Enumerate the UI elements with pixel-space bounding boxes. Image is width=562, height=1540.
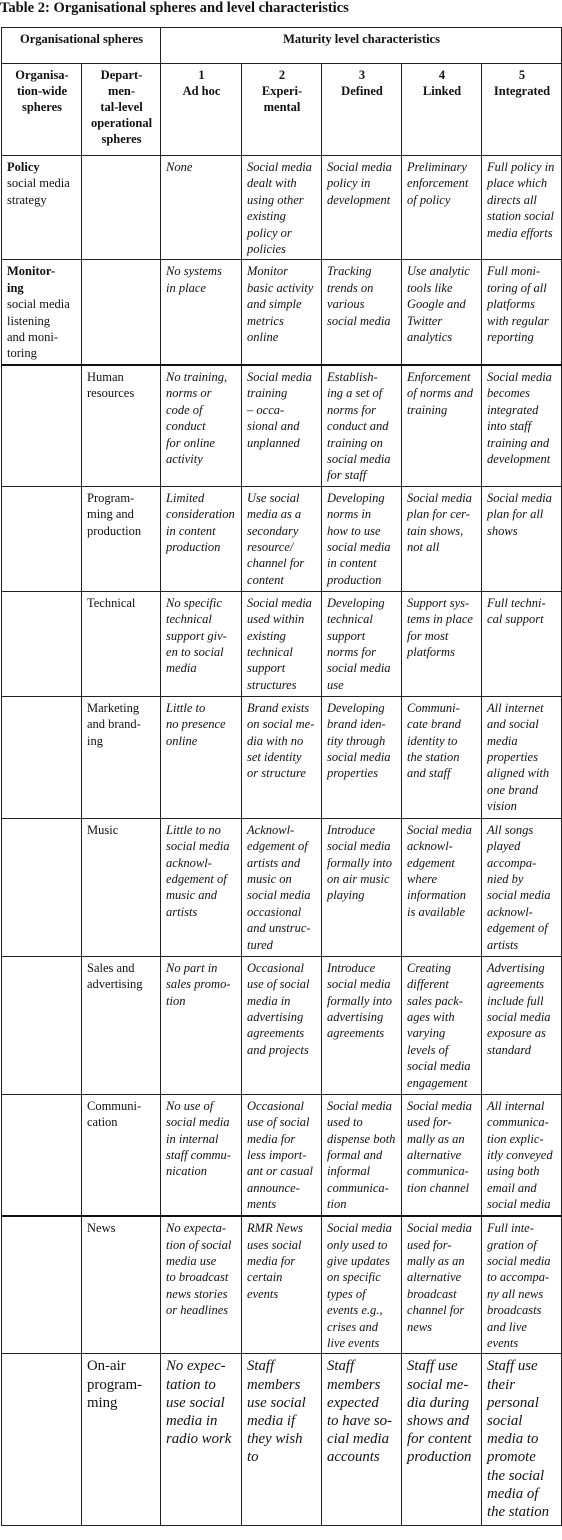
level-cell: Preliminary enforcement of policy bbox=[402, 156, 482, 260]
level-cell: Full policy in place which directs all station social media efforts bbox=[482, 156, 562, 260]
level-cell: Acknowl- edgement of artists and music on social media occasional and unstruc- tured bbox=[242, 818, 322, 956]
level-cell: Social media used for- mally as an alternative communica- tion channel bbox=[402, 1094, 482, 1216]
level-number: 4 bbox=[438, 68, 446, 82]
level-cell: Social media acknowl- edgement where information is available bbox=[402, 818, 482, 956]
empty-cell bbox=[2, 696, 82, 818]
level-cell: No training, norms or code of conduct for online activity bbox=[161, 365, 242, 486]
level-cell: Full inte- gration of social media to accompa- ny all news broadcasts and live events bbox=[482, 1216, 562, 1354]
dept-row bbox=[2, 591, 562, 696]
spheres-header: Organisational spheres bbox=[2, 28, 161, 64]
level-cell: Developing technical support norms for social media use bbox=[322, 591, 402, 696]
maturity-table bbox=[1, 27, 562, 1526]
maturity-header: Maturity level characteristics bbox=[161, 28, 562, 64]
empty-cell bbox=[2, 1354, 82, 1526]
level-cell: Social media dealt with using other existing policy or policies bbox=[242, 156, 322, 260]
level-cell: Limited consideration in content production bbox=[161, 486, 242, 591]
level-cell: Social media training – occa- sional and unplanned bbox=[242, 365, 322, 486]
level-cell: Social media policy in development bbox=[322, 156, 402, 260]
level-cell: Establish- ing a set of norms for conduct and training on social media for staff bbox=[322, 365, 402, 486]
level-cell: Social media plan for all shows bbox=[482, 486, 562, 591]
empty-cell bbox=[2, 486, 82, 591]
level-name: Integrated bbox=[493, 84, 551, 98]
level-cell: All songs played accompa- nied by social media acknowl- edgement of artists bbox=[482, 818, 562, 956]
level-cell: Full moni- toring of all platforms with regular reporting bbox=[482, 260, 562, 365]
level-cell: No specific technical support giv- en to social media bbox=[161, 591, 242, 696]
level-cell: Support sys- tems in place for most platforms bbox=[402, 591, 482, 696]
dept-sphere-cell: News bbox=[82, 1216, 161, 1354]
level-number: 1 bbox=[198, 68, 205, 82]
org-sphere-row-policy bbox=[2, 156, 562, 260]
dept-sphere-cell: Human resources bbox=[82, 365, 161, 486]
level-cell: Advertising agreements include full social media exposure as standard bbox=[482, 956, 562, 1094]
level-cell: No expecta- tion of social media use to broadcast news stories or headlines bbox=[161, 1216, 242, 1354]
level-cell: None bbox=[161, 156, 242, 260]
level-number: 3 bbox=[358, 68, 366, 82]
level-cell: Creating different sales pack- ages with varying levels of social media engagement bbox=[402, 956, 482, 1094]
level-cell: Developing brand iden- tity through social media properties bbox=[322, 696, 402, 818]
level-header bbox=[161, 64, 242, 156]
dept-row bbox=[2, 956, 562, 1094]
level-number: 2 bbox=[278, 68, 286, 82]
sphere-description: social media listening and moni- toring bbox=[7, 297, 70, 361]
dept-row bbox=[2, 1094, 562, 1216]
dept-sphere-cell: Technical bbox=[82, 591, 161, 696]
dept-row bbox=[2, 365, 562, 486]
level-cell: Communi- cate brand identity to the station and staff bbox=[402, 696, 482, 818]
level-cell: Staff members use social media if they wish to bbox=[242, 1354, 322, 1526]
level-cell: Staff use social me- dia during shows and for content production bbox=[402, 1354, 482, 1526]
empty-cell bbox=[2, 365, 82, 486]
level-cell: Little to no presence online bbox=[161, 696, 242, 818]
dept-sphere-cell: Sales and advertising bbox=[82, 956, 161, 1094]
org-sphere-cell bbox=[2, 156, 82, 260]
level-cell: Occasional use of social media in advertising agreements and projects bbox=[242, 956, 322, 1094]
dept-sphere-cell: On-air program- ming bbox=[82, 1354, 161, 1526]
dept-row bbox=[2, 486, 562, 591]
dept-row bbox=[2, 1354, 562, 1526]
empty-cell bbox=[2, 818, 82, 956]
level-cell: Social media plan for cer- tain shows, not all bbox=[402, 486, 482, 591]
empty-cell bbox=[2, 591, 82, 696]
level-header bbox=[402, 64, 482, 156]
level-number: 5 bbox=[518, 68, 526, 82]
empty-cell bbox=[82, 156, 161, 260]
level-cell: Social media used to dispense both formal and informal communica- tion bbox=[322, 1094, 402, 1216]
empty-cell bbox=[82, 260, 161, 365]
sphere-title: Policy bbox=[7, 160, 40, 174]
level-cell: Introduce social media formally into advertising agreements bbox=[322, 956, 402, 1094]
level-cell: Use analytic tools like Google and Twitter analytics bbox=[402, 260, 482, 365]
dept-row bbox=[2, 818, 562, 956]
level-cell: Introduce social media formally into on air music playing bbox=[322, 818, 402, 956]
level-cell: Little to no social media acknowl- edgement of music and artists bbox=[161, 818, 242, 956]
dept-sphere-cell: Music bbox=[82, 818, 161, 956]
level-header bbox=[322, 64, 402, 156]
empty-cell bbox=[2, 1216, 82, 1354]
empty-cell bbox=[2, 956, 82, 1094]
level-cell: Social media used for- mally as an alternative broadcast channel for news bbox=[402, 1216, 482, 1354]
level-cell: Social media used within existing technical support structures bbox=[242, 591, 322, 696]
sphere-title: Monitor- ing bbox=[7, 264, 56, 295]
level-cell: Developing norms in how to use social media in content production bbox=[322, 486, 402, 591]
level-name: Linked bbox=[422, 84, 462, 98]
level-cell: Enforcement of norms and training bbox=[402, 365, 482, 486]
org-sphere-cell bbox=[2, 260, 82, 365]
level-cell: Tracking trends on various social media bbox=[322, 260, 402, 365]
level-cell: Staff use their personal social media to promote the social media of the station bbox=[482, 1354, 562, 1526]
level-name: Ad hoc bbox=[182, 84, 221, 98]
org-sphere-row-monitoring bbox=[2, 260, 562, 365]
level-cell: Social media becomes integrated into staff training and development bbox=[482, 365, 562, 486]
level-cell: Social media only used to give updates on specific types of events e.g., crises and live events bbox=[322, 1216, 402, 1354]
level-cell: Use social media as a secondary resource/ channel for content bbox=[242, 486, 322, 591]
level-cell: All internet and social media properties aligned with one brand vision bbox=[482, 696, 562, 818]
level-cell: No systems in place bbox=[161, 260, 242, 365]
level-cell: No part in sales promo- tion bbox=[161, 956, 242, 1094]
level-name: Experi- mental bbox=[261, 84, 303, 114]
level-header bbox=[242, 64, 322, 156]
sphere-description: social media strategy bbox=[7, 176, 70, 207]
level-header bbox=[482, 64, 562, 156]
level-cell: Monitor basic activity and simple metrics online bbox=[242, 260, 322, 365]
level-cell: No use of social media in internal staff commu- nication bbox=[161, 1094, 242, 1216]
level-cell: All internal communica- tion explic- itly conveyed using both email and social media bbox=[482, 1094, 562, 1216]
level-cell: RMR News uses social media for certain events bbox=[242, 1216, 322, 1354]
dept-row bbox=[2, 696, 562, 818]
departmental-header: Depart- men- tal-level operational spheres bbox=[82, 64, 161, 156]
header-row-levels bbox=[2, 64, 562, 156]
table-caption: Table 2: Organisational spheres and level characteristics bbox=[0, 0, 349, 16]
header-row-top bbox=[2, 28, 562, 64]
level-cell: Full techni- cal support bbox=[482, 591, 562, 696]
dept-sphere-cell: Communi- cation bbox=[82, 1094, 161, 1216]
dept-sphere-cell: Marketing and brand- ing bbox=[82, 696, 161, 818]
empty-cell bbox=[2, 1094, 82, 1216]
level-cell: Staff members expected to have so- cial media accounts bbox=[322, 1354, 402, 1526]
level-name: Defined bbox=[341, 84, 383, 98]
dept-row bbox=[2, 1216, 562, 1354]
level-cell: Brand exists on social me- dia with no set identity or structure bbox=[242, 696, 322, 818]
dept-sphere-cell: Program- ming and production bbox=[82, 486, 161, 591]
org-wide-header: Organisa- tion-wide spheres bbox=[2, 64, 82, 156]
level-cell: Occasional use of social media for less import- ant or casual announce- ments bbox=[242, 1094, 322, 1216]
level-cell: No expec- tation to use social media in radio work bbox=[161, 1354, 242, 1526]
